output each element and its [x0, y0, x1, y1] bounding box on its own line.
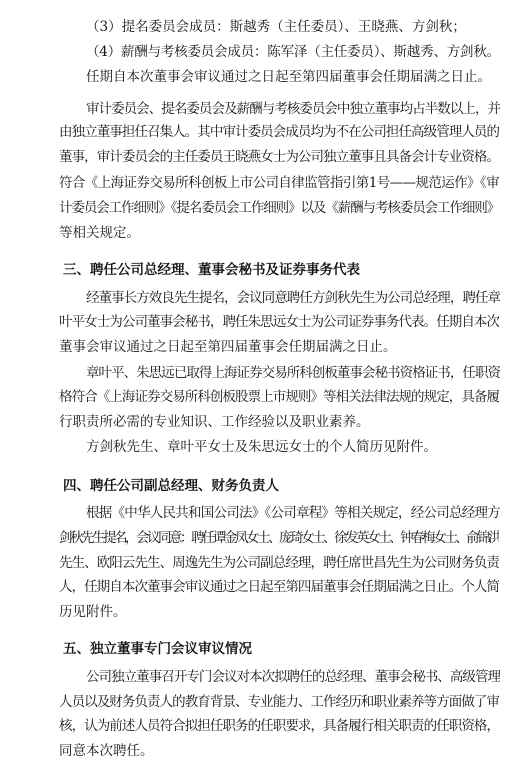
text-line: 董事会审议通过之日起至第四届董事会任期届满之日止。	[59, 339, 397, 355]
text-line: 等相关规定。	[59, 225, 140, 241]
text-line: 剑秋先生提名，会议同意：聘任谭金凤女士、庞琦女士、徐发英女士、钟春梅女士、俞锦洪	[59, 530, 499, 546]
text-line: （4）薪酬与考核委员会成员：陈军泽（主任委员）、斯越秀、方剑秋。	[86, 44, 500, 60]
text-line: 行职责所必需的专业知识、工作经验以及职业素养。	[59, 414, 370, 430]
section-heading: 三、聘任公司总经理、董事会秘书及证券事务代表	[63, 262, 360, 278]
text-line: 历见附件。	[59, 604, 127, 620]
text-line: 董事，审计委员会的主任委员王晓燕女士为公司独立董事且具备会计专业资格。	[59, 149, 499, 165]
section-heading: 五、独立董事专门会议审议情况	[63, 641, 252, 657]
text-line: 经董事长方效良先生提名，会议同意聘任方剑秋先生为公司总经理，聘任章	[86, 290, 500, 306]
text-line: 公司独立董事召开专门会议对本次拟聘任的总经理、董事会秘书、高级管理	[86, 669, 500, 685]
text-line: 格符合《上海证券交易所科创板股票上市规则》等相关法律法规的规定，具备履	[59, 389, 499, 405]
text-line: 人员以及财务负责人的教育背景、专业能力、工作经历和职业素养等方面做了审	[59, 694, 499, 710]
section-heading: 四、聘任公司副总经理、财务负责人	[63, 478, 279, 494]
text-line: 核，认为前述人员符合拟担任职务的任职要求，具备履行相关职责的任职资格，	[59, 718, 499, 734]
text-line: 先生、欧阳云先生、周逸先生为公司副总经理，聘任席世昌先生为公司财务负责	[59, 555, 499, 571]
text-line: 由独立董事担任召集人。其中审计委员会成员均为不在公司担任高级管理人员的	[59, 124, 499, 140]
text-line: （3）提名委员会成员：斯越秀（主任委员）、王晓燕、方剑秋；	[86, 19, 466, 35]
text-line: 根据《中华人民共和国公司法》《公司章程》等相关规定，经公司总经理方	[86, 505, 500, 521]
text-line: 叶平女士为公司董事会秘书，聘任朱思远女士为公司证券事务代表。任期自本次	[59, 314, 499, 330]
text-line: 任期自本次董事会审议通过之日起至第四届董事会任期届满之日止。	[86, 69, 491, 85]
text-line: 审计委员会、提名委员会及薪酬与考核委员会中独立董事均占半数以上，并	[86, 101, 500, 117]
text-line: 方剑秋先生、章叶平女士及朱思远女士的个人简历见附件。	[86, 439, 437, 455]
text-line: 计委员会工作细则》《提名委员会工作细则》以及《薪酬与考核委员会工作细则》	[59, 200, 499, 216]
text-line: 章叶平、朱思远已取得上海证券交易所科创板董事会秘书资格证书，任职资	[86, 365, 500, 381]
text-line: 人，任期自本次董事会审议通过之日起至第四届董事会任期届满之日止。个人简	[59, 579, 499, 595]
text-line: 符合《上海证券交易所科创板上市公司自律监管指引第1号——规范运作》《审	[59, 175, 499, 191]
text-line: 同意本次聘任。	[59, 743, 154, 759]
